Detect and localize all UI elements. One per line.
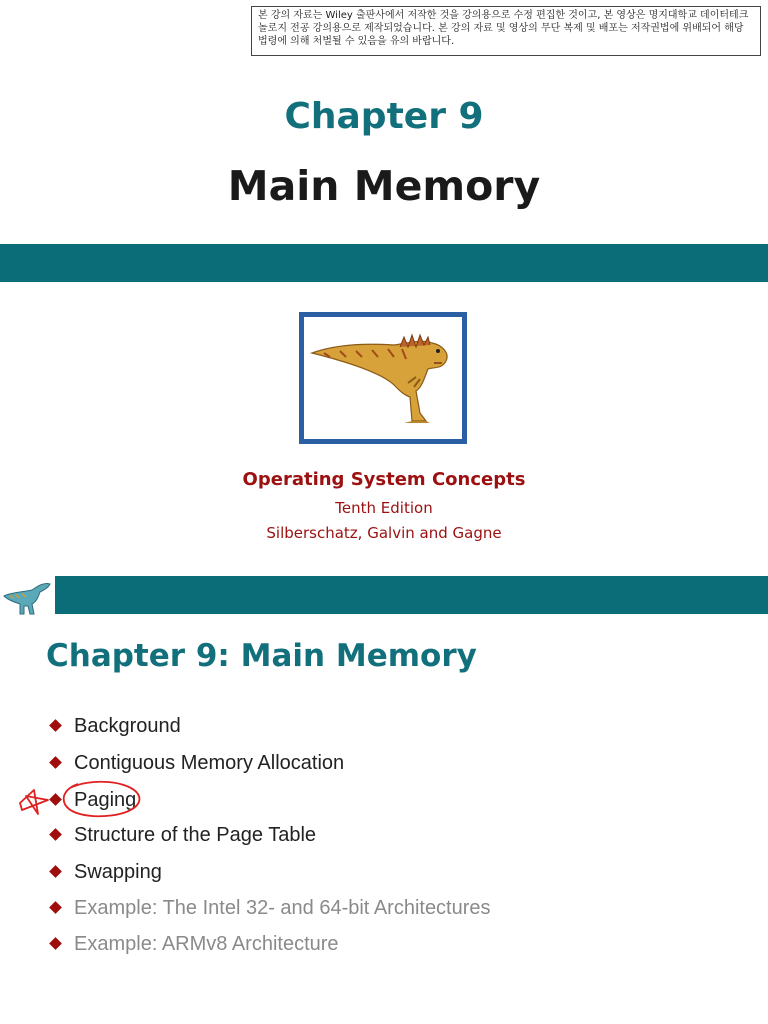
diamond-bullet-icon	[49, 719, 62, 732]
dinosaur-illustration-frame	[299, 312, 467, 444]
book-title: Operating System Concepts	[242, 469, 526, 490]
slide-teal-band	[55, 576, 768, 614]
topic-item: Swapping	[48, 860, 162, 884]
copyright-notice: 본 강의 자료는 Wiley 출판사에서 저작한 것을 강의용으로 수정 편집한 것이고, 본 영상은 명지대학교 데이터테크놀로지 전공 강의용으로 제작되었습니다. 본 강의 자료 및 영상의 무단 복제 및 배포는 저작권법에 위배되어 해당 법령에 의해 처벌될 수 있음을 유의 바랍니다.	[251, 6, 761, 56]
topic-item: Background	[48, 714, 181, 738]
diamond-bullet-icon	[49, 901, 62, 914]
chapter-number: Chapter 9	[284, 96, 484, 137]
topic-item: Contiguous Memory Allocation	[48, 751, 344, 775]
dinosaur-illustration	[304, 317, 462, 439]
book-edition: Tenth Edition	[335, 499, 433, 517]
book-authors: Silberschatz, Galvin and Gagne	[266, 524, 502, 542]
handwritten-annotation	[0, 770, 150, 830]
diamond-bullet-icon	[49, 937, 62, 950]
handwritten-circle	[64, 782, 140, 817]
topic-item: Structure of the Page Table	[48, 823, 316, 847]
slide-title: Chapter 9: Main Memory	[46, 638, 477, 674]
top-teal-band	[0, 244, 768, 282]
topic-item-highlighted: Paging	[48, 788, 136, 812]
chapter-title: Main Memory	[227, 162, 541, 210]
topic-item-dimmed: Example: ARMv8 Architecture	[48, 932, 339, 956]
diamond-bullet-icon	[49, 756, 62, 769]
diamond-bullet-icon	[49, 865, 62, 878]
handwritten-star-icon	[20, 790, 48, 814]
topic-item-dimmed: Example: The Intel 32- and 64-bit Architectures	[48, 896, 491, 920]
small-dinosaur-icon	[2, 576, 52, 616]
